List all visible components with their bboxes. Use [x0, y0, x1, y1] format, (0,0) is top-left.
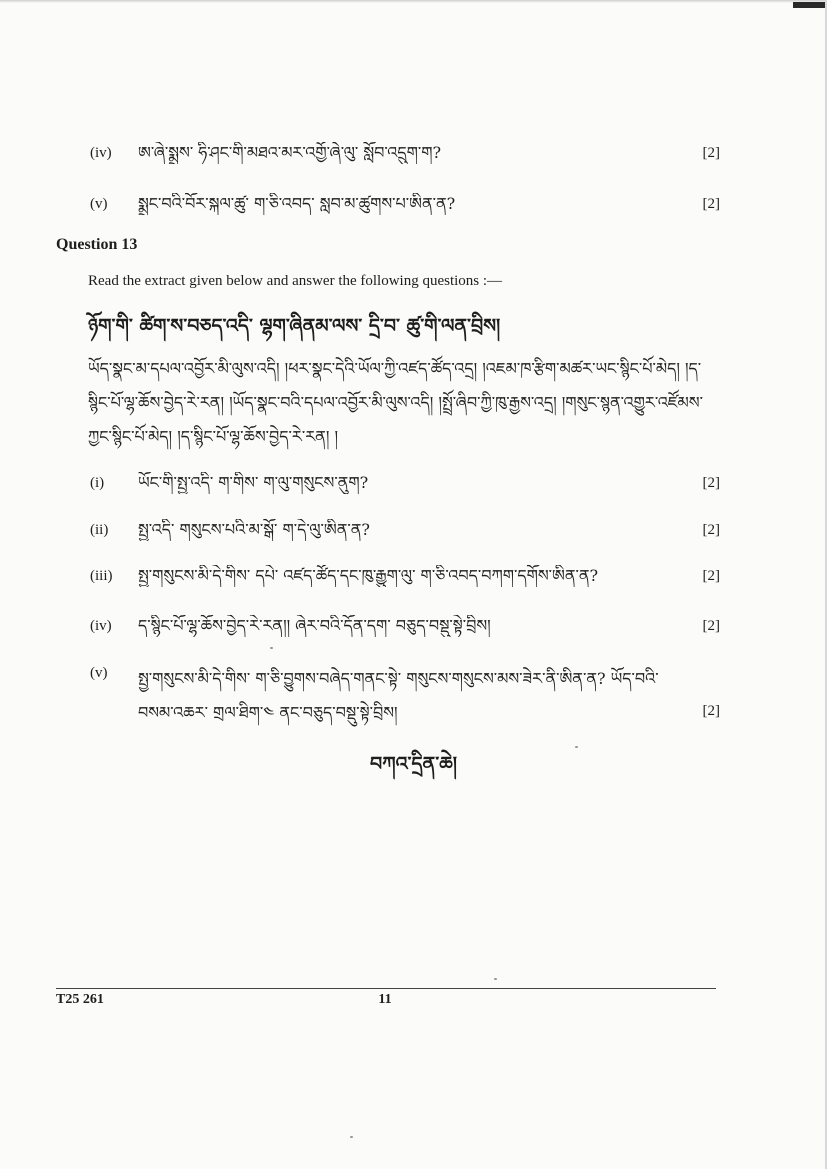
question-item — [90, 472, 720, 496]
item-text: སྤྱ་གསུངས་མི་དེ་གིས་ དཔེ་ འཛད་ཚོད་དང་ཁུ་རྒྱུག་ལུ་ ག་ཅི་འབད་བཀག་དགོས་ཨིན་ན? — [138, 566, 599, 585]
item-number: (ii) — [90, 522, 109, 538]
item-marks: [2] — [702, 703, 720, 719]
item-text: སྤྱ་གསུངས་མི་དེ་གིས་ ག་ཅི་བྱུགས་བཞེད་གནང་སྟེ་ གསུངས་གསུངས་མས་ཟེར་ནི་ཨིན་ན? ཡོད་བའི་ བསམ་འཆར་ གྲལ་ཐིག་༤ ནང་བཅུད་བསྡུ་སྟེ་བྲིས། — [138, 669, 659, 722]
item-marks: [2] — [702, 475, 720, 491]
item-text: ད་སྙིང་པོ་ལྷ་ཆོས་བྱེད་རེ་རན།། ཞེར་བའི་དོན་དག་ བཅུད་བསྡུ་སྟེ་བྲིས། — [138, 616, 491, 635]
question-item — [90, 519, 720, 543]
footer-divider — [56, 988, 716, 989]
scan-speck — [575, 746, 578, 748]
question-instruction: Read the extract given below and answer the following questions :— — [88, 273, 503, 289]
item-number: (v) — [90, 196, 108, 212]
question-item — [90, 565, 720, 589]
item-marks: [2] — [702, 196, 720, 212]
scan-binding-mark — [793, 2, 827, 8]
item-marks: [2] — [702, 618, 720, 634]
item-number: (iii) — [90, 568, 113, 584]
item-number: (v) — [90, 665, 108, 681]
prev-question-item — [90, 142, 720, 166]
closing-thanks: བཀའ་དྲིན་ཆེ། — [370, 753, 457, 775]
scan-speck — [494, 978, 497, 980]
scan-speck — [350, 1136, 353, 1138]
item-number: (iv) — [90, 618, 112, 634]
item-text: ཨ་ཞེ་སྨྲས་ ཧི་ཤང་གི་མཐའ་མར་འགྱོ་ཞེ་ལུ་ སློབ་འདྲུག་ག? — [138, 143, 442, 162]
item-text: སྨྲང་བའི་བོར་སྐལ་ཚུ་ ག་ཅི་འབད་ སླབ་མ་ཚུགས་པ་ཨིན་ན? — [138, 194, 456, 213]
question-heading: Question 13 — [56, 236, 138, 253]
prev-question-item — [90, 193, 720, 217]
paper-code: T25 261 — [56, 992, 104, 1007]
item-text: ཡོང་གི་སྤྱ་འདི་ ག་གིས་ ག་ལུ་གསུངས་ནུག? — [138, 473, 369, 492]
item-marks: [2] — [702, 568, 720, 584]
item-marks: [2] — [702, 522, 720, 538]
item-number: (i) — [90, 475, 105, 491]
scan-speck — [270, 647, 273, 649]
extract-passage: ཡོད་སྣང་མ་དཔལ་འབྱོར་མི་ལུས་འདི། །ཕར་སྣང་དེའི་ཡོལ་ཀྱི་འཛད་ཚོད་འདྲ། །འཇམ་ཁ་རྩིག་མཚར་ཡང་སྙིང་པོ་མེད། །ད་སྙིང་པོ་ལྷ་ཆོས་བྱེད་རེ་རན། །ཡོད་སྣང་བའི་དཔལ་འབྱོར་མི་ལུས་འདི། །སྤྲོ་ཞིབ་ཀྱི་ཁུ་རྒྱས་འདྲ། །གསུང་སྙན་འགྱུར་འཛོམས་ཀྱང་སྙིང་པོ་མེད། །ད་སྙིང་པོ་ལྷ་ཆོས་བྱེད་རེ་རན། ། — [88, 359, 703, 446]
item-text: སྤྱ་འདི་ གསུངས་པའི་མ་སྒོ་ ག་དེ་ལུ་ཨིན་ན? — [138, 520, 370, 539]
page-number: 11 — [378, 992, 392, 1007]
extract-title: ཉོག་གི་ ཚིག་ས་བཅད་འདི་ ལྷག་ཞིནམ་ལས་ དྲི་བ་ ཚུ་གི་ལན་བྲིས། — [88, 315, 501, 337]
scan-top-edge — [0, 0, 827, 3]
item-marks: [2] — [702, 145, 720, 161]
item-number: (iv) — [90, 145, 112, 161]
question-item — [90, 662, 720, 722]
question-item — [90, 615, 720, 639]
